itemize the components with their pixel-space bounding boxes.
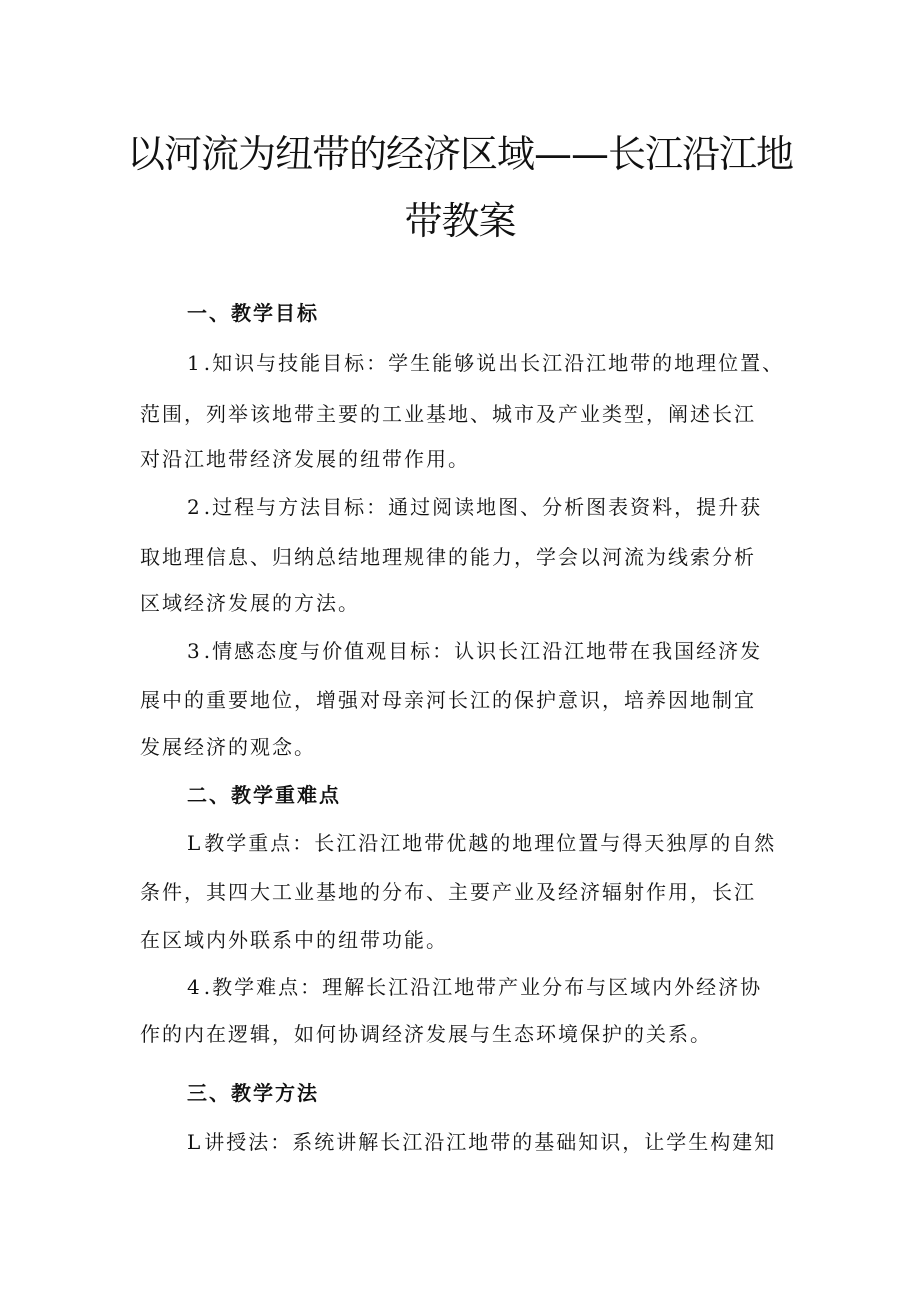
- paragraph-line: 展中的重要地位，增强对母亲河长江的保护意识，培养因地制宜: [140, 688, 756, 712]
- paragraph-number: 2: [187, 495, 202, 519]
- paragraph-line: [187, 830, 847, 856]
- paragraph-text: 讲授法：系统讲解长江沿江地带的基础知识，让学生构建知: [204, 1130, 777, 1154]
- paragraph-text: .情感态度与价值观目标：认识长江沿江地带在我国经济发: [203, 639, 763, 663]
- paragraph-line: 条件，其四大工业基地的分布、主要产业及经济辐射作用，长江: [140, 880, 756, 904]
- section-heading-key-difficult-points: 二、教学重难点: [187, 783, 341, 807]
- section-heading-teaching-objectives: 一、教学目标: [187, 301, 319, 325]
- paragraph-number: 4: [187, 975, 202, 999]
- paragraph-number: L: [187, 831, 203, 855]
- paragraph-line: [187, 974, 847, 1000]
- paragraph-line: 在区域内外联系中的纽带功能。: [140, 928, 448, 952]
- document-title-line-2: 带教案: [404, 199, 516, 243]
- paragraph-number: 1: [187, 351, 202, 375]
- document-title-line-1: 以河流为纽带的经济区域——长江沿江地: [126, 132, 793, 176]
- paragraph-line: [187, 638, 847, 664]
- section-heading-teaching-methods: 三、教学方法: [187, 1081, 319, 1105]
- paragraph-line: [187, 494, 847, 520]
- paragraph-text: .教学难点：理解长江沿江地带产业分布与区域内外经济协: [203, 975, 763, 999]
- paragraph-line: 范围，列举该地带主要的工业基地、城市及产业类型，阐述长江: [140, 402, 756, 426]
- paragraph-number: 3: [187, 639, 202, 663]
- paragraph-number: L: [187, 1130, 203, 1154]
- paragraph-line: 区域经济发展的方法。: [140, 591, 360, 615]
- paragraph-line: [187, 1129, 847, 1155]
- paragraph-text: 教学重点：长江沿江地带优越的地理位置与得天独厚的自然: [204, 831, 777, 855]
- paragraph-line: 作的内在逻辑，如何协调经济发展与生态环境保护的关系。: [140, 1022, 712, 1046]
- paragraph-text: .过程与方法目标：通过阅读地图、分析图表资料，提升获: [203, 495, 763, 519]
- paragraph-line: [187, 350, 847, 376]
- paragraph-line: 取地理信息、归纳总结地理规律的能力，学会以河流为线索分析: [140, 545, 756, 569]
- paragraph-text: .知识与技能目标：学生能够说出长江沿江地带的地理位置、: [203, 351, 785, 375]
- paragraph-line: 对沿江地带经济发展的纽带作用。: [140, 447, 470, 471]
- paragraph-line: 发展经济的观念。: [140, 735, 316, 759]
